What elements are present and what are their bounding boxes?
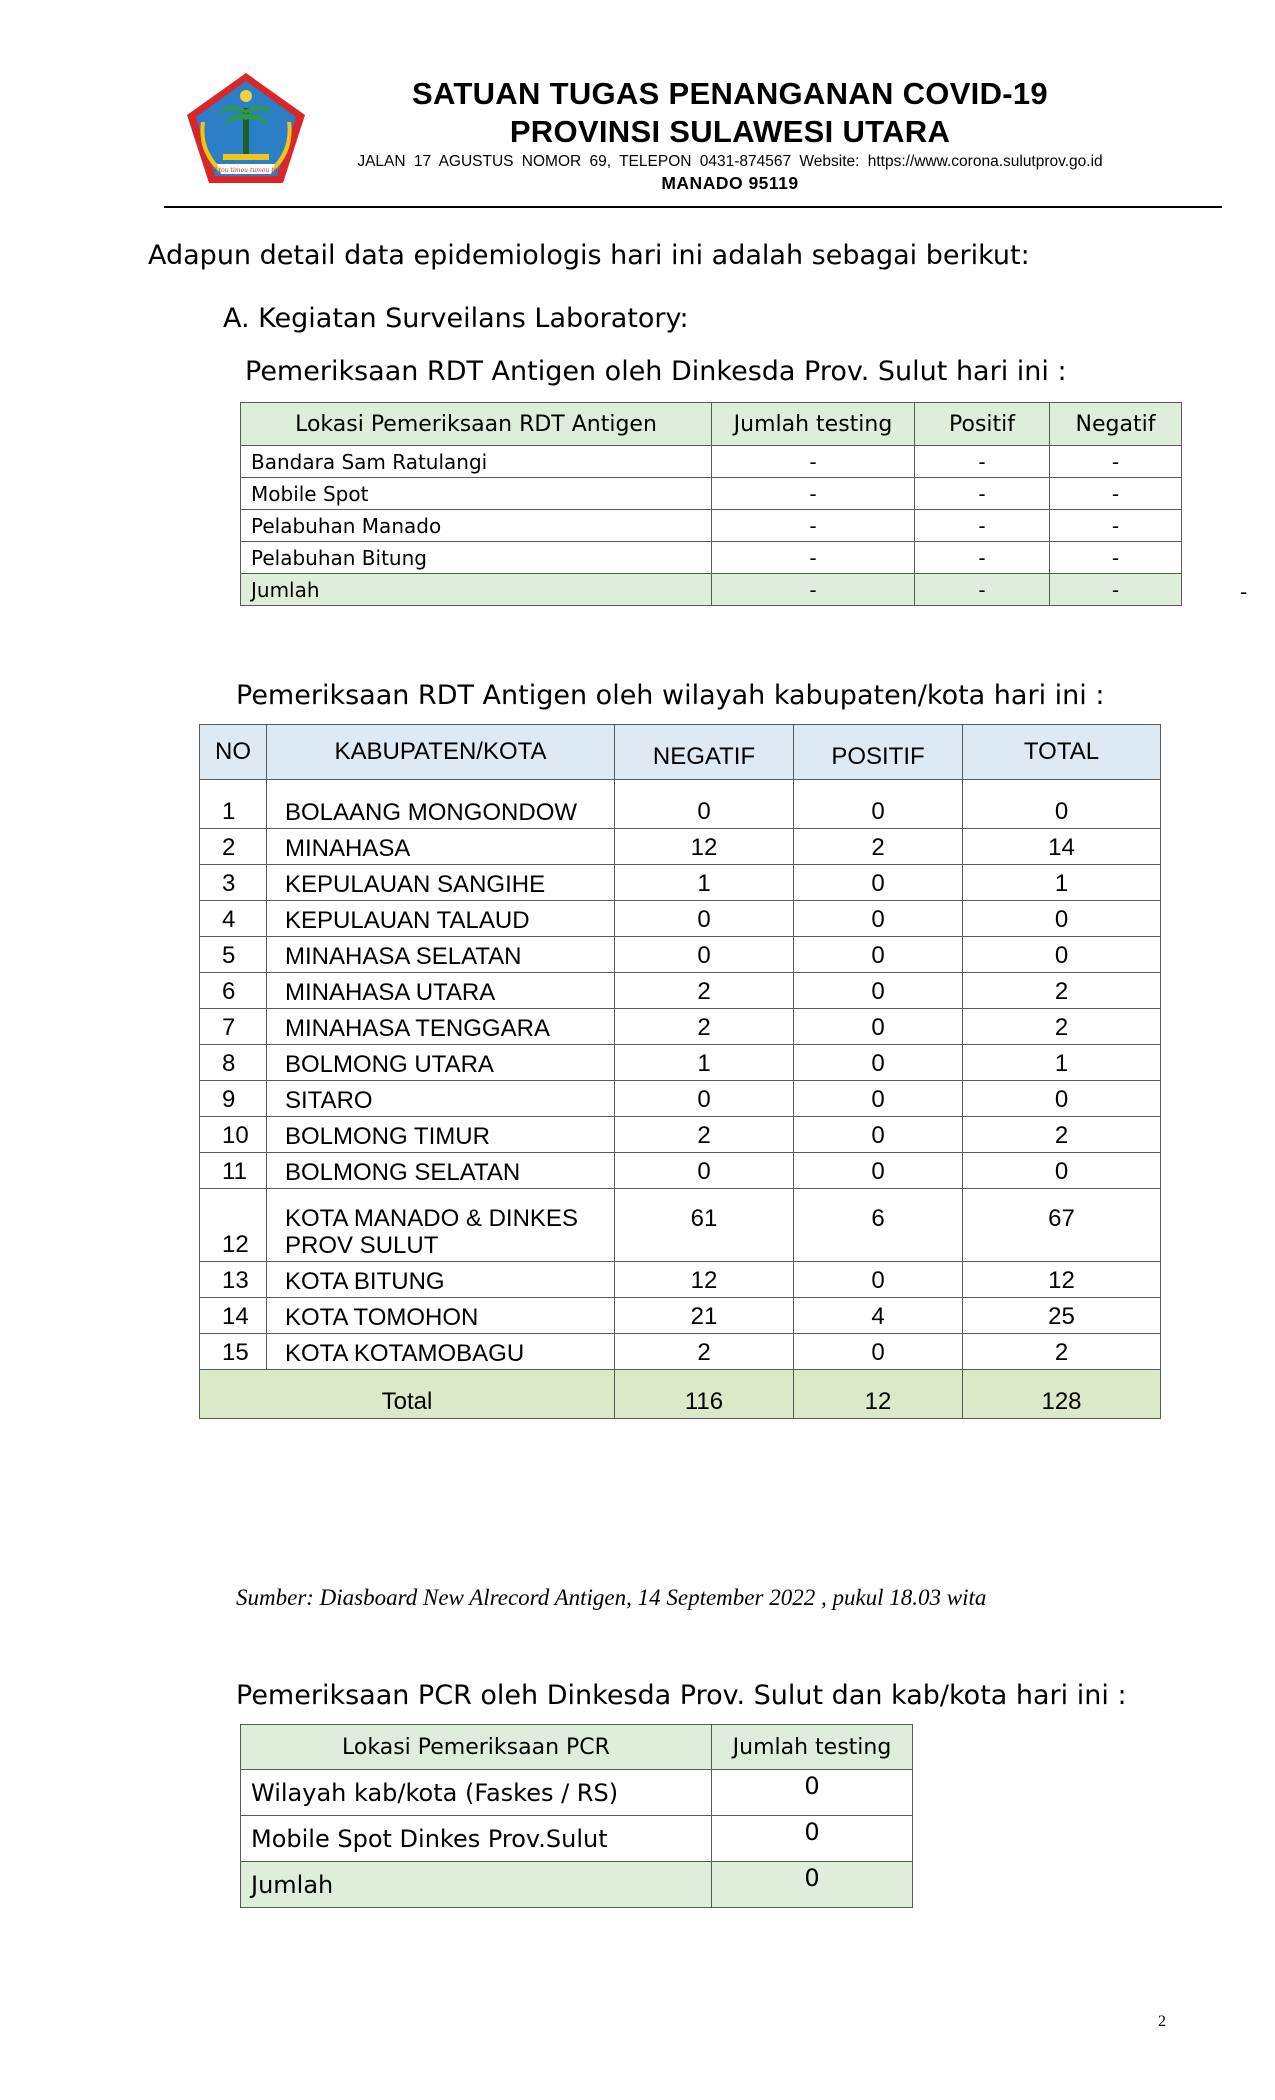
letterhead-address: JALAN 17 AGUSTUS NOMOR 69, TELEPON 0431-874567 Website: https://www.corona.sulutprov.go.id bbox=[357, 153, 1103, 170]
total-testing-cell: 0 bbox=[712, 1862, 913, 1908]
table-row bbox=[241, 446, 1182, 478]
column-header-no: NO bbox=[200, 725, 267, 780]
table-row bbox=[241, 1816, 913, 1862]
location-cell: Pelabuhan Bitung bbox=[241, 542, 712, 574]
table-row bbox=[200, 1045, 1161, 1081]
row-number-cell: 11 bbox=[200, 1153, 267, 1189]
row-number-cell: 9 bbox=[200, 1081, 267, 1117]
column-header: Negatif bbox=[1050, 403, 1182, 446]
kabupaten-cell: BOLMONG UTARA bbox=[267, 1045, 615, 1081]
kabupaten-cell: KEPULAUAN SANGIHE bbox=[267, 865, 615, 901]
letterhead-title-line1: SATUAN TUGAS PENANGANAN COVID-19 bbox=[412, 76, 1048, 111]
total-cell: 2 bbox=[963, 1009, 1161, 1045]
row-number-cell: 15 bbox=[200, 1334, 267, 1370]
column-header-positif: POSITIF bbox=[794, 725, 963, 780]
table-row bbox=[200, 1153, 1161, 1189]
positif-cell: 0 bbox=[794, 1009, 963, 1045]
total-cell: 2 bbox=[963, 1117, 1161, 1153]
total-cell: 0 bbox=[963, 780, 1161, 829]
row-number-cell: 3 bbox=[200, 865, 267, 901]
kabupaten-cell: BOLMONG TIMUR bbox=[267, 1117, 615, 1153]
rdt-wilayah-title: Pemeriksaan RDT Antigen oleh wilayah kabupaten/kota hari ini : bbox=[236, 680, 1105, 711]
positif-cell: 0 bbox=[794, 1334, 963, 1370]
row-number-cell: 5 bbox=[200, 937, 267, 973]
location-cell: Mobile Spot Dinkes Prov.Sulut bbox=[241, 1816, 712, 1862]
rdt-dinkes-table bbox=[240, 402, 1182, 606]
row-number-cell: 7 bbox=[200, 1009, 267, 1045]
negatif-cell: - bbox=[1050, 510, 1182, 542]
total-negatif-cell: - bbox=[1050, 574, 1182, 606]
negatif-cell: - bbox=[1050, 478, 1182, 510]
kabupaten-cell: MINAHASA TENGGARA bbox=[267, 1009, 615, 1045]
letterhead-title-line2: PROVINSI SULAWESI UTARA bbox=[509, 114, 951, 149]
positif-cell: 0 bbox=[794, 1117, 963, 1153]
row-number-cell: 4 bbox=[200, 901, 267, 937]
total-cell: 0 bbox=[963, 901, 1161, 937]
table-row bbox=[200, 1262, 1161, 1298]
negatif-cell: 0 bbox=[615, 901, 794, 937]
column-header: Jumlah testing bbox=[712, 1725, 913, 1770]
total-label-cell: Jumlah bbox=[241, 1862, 712, 1908]
negatif-cell: 2 bbox=[615, 973, 794, 1009]
table-row bbox=[200, 829, 1161, 865]
stray-dash-mark: - bbox=[1240, 580, 1248, 604]
total-cell: 25 bbox=[963, 1298, 1161, 1334]
pcr-table bbox=[240, 1724, 913, 1908]
location-cell: Wilayah kab/kota (Faskes / RS) bbox=[241, 1770, 712, 1816]
table-total-row bbox=[241, 574, 1182, 606]
negatif-cell: 0 bbox=[615, 1153, 794, 1189]
location-cell: Bandara Sam Ratulangi bbox=[241, 446, 712, 478]
total-label-cell: Jumlah bbox=[241, 574, 712, 606]
testing-cell: 0 bbox=[712, 1816, 913, 1862]
table-row bbox=[200, 973, 1161, 1009]
total-positif-cell: - bbox=[915, 574, 1050, 606]
table-row bbox=[200, 937, 1161, 973]
positif-cell: 0 bbox=[794, 780, 963, 829]
negatif-cell: 2 bbox=[615, 1117, 794, 1153]
total-testing-cell: - bbox=[712, 574, 915, 606]
source-note: Sumber: Diasboard New Alrecord Antigen, 14 September 2022 , pukul 18.03 wita bbox=[236, 1585, 987, 1610]
row-number-cell: 13 bbox=[200, 1262, 267, 1298]
kabupaten-cell: MINAHASA UTARA bbox=[267, 973, 615, 1009]
kabupaten-cell: SITARO bbox=[267, 1081, 615, 1117]
total-cell: 1 bbox=[963, 1045, 1161, 1081]
row-number-cell: 8 bbox=[200, 1045, 267, 1081]
column-header: Lokasi Pemeriksaan RDT Antigen bbox=[241, 403, 712, 446]
letterhead-divider bbox=[164, 206, 1222, 208]
testing-cell: - bbox=[712, 542, 915, 574]
testing-cell: - bbox=[712, 478, 915, 510]
positif-cell: 6 bbox=[794, 1189, 963, 1262]
positif-cell: 0 bbox=[794, 865, 963, 901]
negatif-cell: 2 bbox=[615, 1009, 794, 1045]
positif-cell: - bbox=[915, 510, 1050, 542]
table-total-row bbox=[200, 1370, 1161, 1419]
table-row bbox=[200, 1081, 1161, 1117]
table-row bbox=[200, 1298, 1161, 1334]
intro-text: Adapun detail data epidemiologis hari ini adalah sebagai berikut: bbox=[148, 240, 1030, 271]
testing-cell: - bbox=[712, 446, 915, 478]
table-row bbox=[241, 1770, 913, 1816]
kabupaten-cell: MINAHASA bbox=[267, 829, 615, 865]
letterhead-city: MANADO 95119 bbox=[661, 173, 799, 193]
row-number-cell: 6 bbox=[200, 973, 267, 1009]
testing-cell: - bbox=[712, 510, 915, 542]
province-emblem-logo bbox=[183, 70, 309, 187]
row-number-cell: 2 bbox=[200, 829, 267, 865]
positif-cell: - bbox=[915, 446, 1050, 478]
negatif-cell: - bbox=[1050, 542, 1182, 574]
kabupaten-cell: KOTA BITUNG bbox=[267, 1262, 615, 1298]
total-cell: 67 bbox=[963, 1189, 1161, 1262]
positif-cell: - bbox=[915, 542, 1050, 574]
column-header-total: TOTAL bbox=[963, 725, 1161, 780]
total-cell: 12 bbox=[963, 1262, 1161, 1298]
kabupaten-cell: KOTA MANADO & DINKES PROV SULUT bbox=[267, 1189, 615, 1262]
positif-cell: 0 bbox=[794, 973, 963, 1009]
kabupaten-cell: BOLAANG MONGONDOW bbox=[267, 780, 615, 829]
total-cell: 14 bbox=[963, 829, 1161, 865]
table-row bbox=[241, 478, 1182, 510]
negatif-cell: 61 bbox=[615, 1189, 794, 1262]
location-cell: Pelabuhan Manado bbox=[241, 510, 712, 542]
negatif-cell: 1 bbox=[615, 865, 794, 901]
total-cell: 2 bbox=[963, 1334, 1161, 1370]
negatif-cell: 0 bbox=[615, 1081, 794, 1117]
rdt-dinkes-title: Pemeriksaan RDT Antigen oleh Dinkesda Prov. Sulut hari ini : bbox=[245, 356, 1067, 387]
testing-cell: 0 bbox=[712, 1770, 913, 1816]
positif-cell: 0 bbox=[794, 1262, 963, 1298]
negatif-cell: - bbox=[1050, 446, 1182, 478]
table-row bbox=[200, 780, 1161, 829]
column-header-negatif: NEGATIF bbox=[615, 725, 794, 780]
positif-cell: 0 bbox=[794, 937, 963, 973]
table-row bbox=[200, 901, 1161, 937]
table-row bbox=[200, 1009, 1161, 1045]
table-row bbox=[241, 510, 1182, 542]
column-header-kabupaten: KABUPATEN/KOTA bbox=[267, 725, 615, 780]
table-row bbox=[200, 1334, 1161, 1370]
total-negatif-cell: 116 bbox=[615, 1370, 794, 1419]
row-number-cell: 1 bbox=[200, 780, 267, 829]
negatif-cell: 12 bbox=[615, 1262, 794, 1298]
kabupaten-cell: BOLMONG SELATAN bbox=[267, 1153, 615, 1189]
total-cell: 0 bbox=[963, 937, 1161, 973]
kabupaten-cell: MINAHASA SELATAN bbox=[267, 937, 615, 973]
positif-cell: 0 bbox=[794, 901, 963, 937]
row-number-cell: 14 bbox=[200, 1298, 267, 1334]
positif-cell: 2 bbox=[794, 829, 963, 865]
location-cell: Mobile Spot bbox=[241, 478, 712, 510]
total-total-cell: 128 bbox=[963, 1370, 1161, 1419]
negatif-cell: 0 bbox=[615, 780, 794, 829]
table-total-row bbox=[241, 1862, 913, 1908]
kabupaten-cell: KEPULAUAN TALAUD bbox=[267, 901, 615, 937]
negatif-cell: 21 bbox=[615, 1298, 794, 1334]
total-cell: 0 bbox=[963, 1081, 1161, 1117]
positif-cell: 0 bbox=[794, 1045, 963, 1081]
kabupaten-cell: KOTA TOMOHON bbox=[267, 1298, 615, 1334]
total-positif-cell: 12 bbox=[794, 1370, 963, 1419]
row-number-cell: 10 bbox=[200, 1117, 267, 1153]
positif-cell: 4 bbox=[794, 1298, 963, 1334]
section-a-heading: A. Kegiatan Surveilans Laboratory: bbox=[223, 303, 689, 334]
table-header-row bbox=[241, 403, 1182, 446]
total-cell: 1 bbox=[963, 865, 1161, 901]
positif-cell: 0 bbox=[794, 1153, 963, 1189]
column-header: Jumlah testing bbox=[712, 403, 915, 446]
negatif-cell: 2 bbox=[615, 1334, 794, 1370]
total-cell: 0 bbox=[963, 1153, 1161, 1189]
table-row bbox=[200, 865, 1161, 901]
table-row bbox=[200, 1189, 1161, 1262]
column-header: Lokasi Pemeriksaan PCR bbox=[241, 1725, 712, 1770]
negatif-cell: 12 bbox=[615, 829, 794, 865]
table-header-row bbox=[241, 1725, 913, 1770]
total-cell: 2 bbox=[963, 973, 1161, 1009]
positif-cell: - bbox=[915, 478, 1050, 510]
column-header: Positif bbox=[915, 403, 1050, 446]
total-label-cell: Total bbox=[200, 1370, 615, 1419]
rdt-wilayah-table bbox=[199, 724, 1161, 1419]
logo-motto: Si tou timou tumou tou bbox=[210, 167, 282, 174]
negatif-cell: 0 bbox=[615, 937, 794, 973]
table-row bbox=[241, 542, 1182, 574]
table-header-row bbox=[200, 725, 1161, 780]
row-number-cell: 12 bbox=[200, 1189, 267, 1262]
table-row bbox=[200, 1117, 1161, 1153]
positif-cell: 0 bbox=[794, 1081, 963, 1117]
page-number: 2 bbox=[1158, 2013, 1166, 2030]
kabupaten-cell: KOTA KOTAMOBAGU bbox=[267, 1334, 615, 1370]
pcr-title: Pemeriksaan PCR oleh Dinkesda Prov. Sulut dan kab/kota hari ini : bbox=[236, 1680, 1127, 1711]
negatif-cell: 1 bbox=[615, 1045, 794, 1081]
